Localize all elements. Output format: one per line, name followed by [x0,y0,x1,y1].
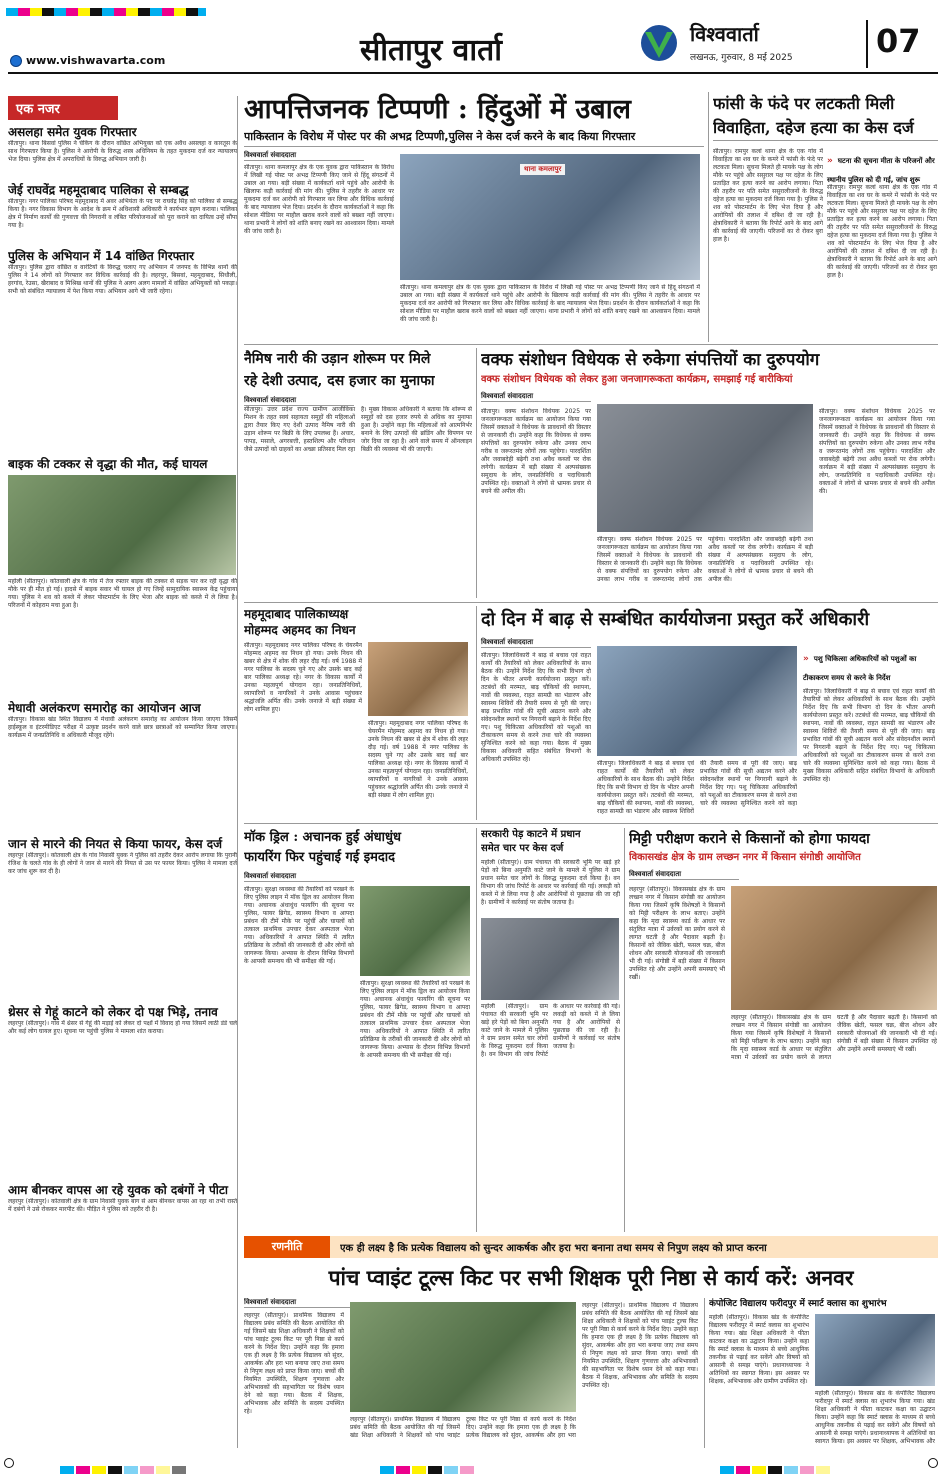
obituary-headline-2[interactable]: मोहम्मद अहमद का निधन [244,623,356,637]
flood-byline: विश्ववार्ता संवाददाता [481,638,591,648]
strategy-photo [350,1302,576,1412]
obituary-body-col2: सीतापुर। महमूदाबाद नगर पालिका परिषद के चेयरमैन मोहम्मद अहमद का निधन हो गया। उनके निधन की खबर से क्षेत्र में शोक की लहर दौड़ गई। वर्ष 1988 में नगर पालिका के सदस्य चुने गए और उसके बाद कई बार पालिका अध्यक्ष रहे। नगर के विकास कार्यों में उनका महत्वपूर्ण योगदान रहा। जनप्रतिनिधियों, व्यापारियों व नागरिकों ने उनके आवास पहुंचकर श्रद्धांजलि अर्पित की। उनके जनाजे में बड़ी संख्या में लोग शामिल हुए। [368,720,468,799]
soil-byline: विश्ववार्ता संवाददाता [629,870,739,880]
sidebar-headline[interactable]: थ्रेसर से गेहूं काटने को लेकर दो पक्ष भिड़े, तनाव [8,1005,218,1019]
lead-byline: विश्ववार्ता संवाददाता [244,151,364,161]
sidebar-headline[interactable]: जान से मारने की नियत से किया फायर, केस दर्ज [8,837,223,851]
obituary-headline-1[interactable]: महमूदाबाद पालिकाध्यक्ष [244,607,349,621]
sidebar-item [8,125,237,180]
lead-story [244,92,704,342]
mockdrill-story [244,828,472,1232]
sidebar-item [8,457,237,698]
lead-photo-sign: थाना कमलापुर [520,164,565,175]
registration-mark-icon [928,1458,938,1468]
dateline: लखनऊ, गुरुवार, 8 मई 2025 [690,53,793,63]
smartclass-body-col2: महोली (सीतापुर)। विकास खंड के कंपोजिट विद्यालय फरीदपुर में स्मार्ट क्लास का शुभारंभ किया गया। खंड शिक्षा अधिकारी ने फीता काटकर कक्षा का उद्घाटन किया। उन्होंने कहा कि स्मार्ट क्लास के माध्यम से बच्चे आधुनिक तकनीक से पढ़ाई कर सकेंगे और विषयों को आसानी से समझ पाएंगे। प्रधानाध्यापक ने अतिथियों का स्वागत किया। इस अवसर पर शिक्षक, अभिभावक और [815,1390,935,1444]
soil-body: लहरपुर (सीतापुर)। विकासखंड क्षेत्र के ग्राम लच्छन नगर में किसान संगोष्ठी का आयोजन किया गया जिसमें कृषि विशेषज्ञों ने किसानों को मिट्टी परीक्षण के लाभ बताए। उन्होंने कहा कि मृदा स्वास्थ्य कार्ड के आधार पर संतुलित मात्रा में उर्वरकों का प्रयोग करने से लागत घटती है और पैदावार बढ़ती है। किसानों को जैविक खेती, फसल चक्र, बीज शोधन और सरकारी योजनाओं की जानकारी भी दी गई। संगोष्ठी में बड़ी संख्या में किसान उपस्थित रहे और उन्होंने अपनी समस्याएं भी रखीं। [629,886,725,981]
smartclass-headline[interactable]: कंपोजिट विद्यालय फरीदपुर में स्मार्ट क्लास का शुभारंभ [709,1299,887,1309]
flood-photo [597,646,797,756]
section-title: सीतापुर वार्ता [360,33,502,68]
soil-headline-2: विकासखंड क्षेत्र के ग्राम लच्छन नगर में किसान संगोष्ठी आयोजित [629,852,861,863]
flood-story [476,606,938,820]
naimish-body: सीतापुर। उत्तर प्रदेश राज्य ग्रामीण आजीविका मिशन के तहत स्वयं सहायता समूहों की महिलाओं द्वारा तैयार किए गए देशी उत्पाद नैमिष नारी की उड़ान शोरूम पर बिक्री के लिए उपलब्ध हैं। अचार, पापड़, मसाले, अगरबत्ती, हस्तशिल्प और परिधान जैसे उत्पादों को ग्राहकों का अच्छा प्रतिसाद मिल रहा है। मुख्य विकास अधिकारी ने बताया कि शोरूम से समूहों को दस हजार रुपये से अधिक का मुनाफा हुआ है। उन्होंने कहा कि महिलाओं को आत्मनिर्भर बनाने के लिए उत्पादों की ब्रांडिंग और विपणन पर जोर दिया जा रहा है। आने वाले समय में ऑनलाइन बिक्री की व्यवस्था भी की जाएगी। [244,406,472,453]
strategy-body-col3: लहरपुर (सीतापुर)। प्राथमिक विद्यालय में विद्यालय प्रबंध समिति की बैठक आयोजित की गई जिसमें खंड शिक्षा अधिकारी ने शिक्षकों को पांच प्वाइंट टूल्स किट पर पूरी निष्ठा से कार्य करने के निर्देश दिए। उन्होंने कहा कि हमारा एक ही लक्ष्य है कि प्रत्येक विद्यालय को सुंदर, आकर्षक और हरा भरा बनाया जाए तथा समय से निपुण लक्ष्य को प्राप्त किया जाए। बच्चों की नियमित उपस्थिति, शिक्षण गुणवत्ता और अभिभावकों की सहभागिता पर विशेष ध्यान देने को कहा गया। बैठक में शिक्षक, अभिभावक और समिति के सदस्य उपस्थित रहे। [582,1302,698,1389]
naimish-headline-1[interactable]: नैमिष नारी की उड़ान शोरूम पर मिले [244,351,431,367]
waqf-body: सीतापुर। वक्फ संशोधन विधेयक 2025 पर जनजागरूकता कार्यक्रम का आयोजन किया गया जिसमें वक्ताओं ने विधेयक के प्रावधानों की विस्तार से जानकारी दी। उन्होंने कहा कि विधेयक से वक्फ संपत्तियों का दुरुपयोग रुकेगा और उनका लाभ गरीब व जरूरतमंद लोगों तक पहुंचेगा। पारदर्शिता और जवाबदेही बढ़ेगी तथा अवैध कब्जों पर रोक लगेगी। कार्यक्रम में बड़ी संख्या में अल्पसंख्यक समुदाय के लोग, जनप्रतिनिधि व पदाधिकारी उपस्थित रहे। वक्ताओं ने लोगों से भ्रामक प्रचार से बचने की अपील की। [481,408,591,495]
soil-body-col2: लहरपुर (सीतापुर)। विकासखंड क्षेत्र के ग्राम लच्छन नगर में किसान संगोष्ठी का आयोजन किया गया जिसमें कृषि विशेषज्ञों ने किसानों को मिट्टी परीक्षण के लाभ बताए। उन्होंने कहा कि मृदा स्वास्थ्य कार्ड के आधार पर संतुलित मात्रा में उर्वरकों का प्रयोग करने से लागत घटती है और पैदावार बढ़ती है। किसानों को जैविक खेती, फसल चक्र, बीज शोधन और सरकारी योजनाओं की जानकारी भी दी गई। संगोष्ठी में बड़ी संख्या में किसान उपस्थित रहे और उन्होंने अपनी समस्याएं भी रखीं। [731,1014,937,1061]
sidebar-body: लहरपुर (सीतापुर)। कोतवाली क्षेत्र के ग्राम निवासी युवक बाग से आम बीनकर वापस आ रहा था तभी रास्ते में दबंगों ने उसे रोककर मारपीट की। पीड़ित ने पुलिस को तहरीर दी है। [8,1198,237,1213]
sidebar-headline[interactable]: असलहा समेत युवक गिरफ्तार [8,125,137,139]
smartclass-body: महोली (सीतापुर)। विकास खंड के कंपोजिट विद्यालय फरीदपुर में स्मार्ट क्लास का शुभारंभ किया गया। खंड शिक्षा अधिकारी ने फीता काटकर कक्षा का उद्घाटन किया। उन्होंने कहा कि स्मार्ट क्लास के माध्यम से बच्चे आधुनिक तकनीक से पढ़ाई कर सकेंगे और विषयों को आसानी से समझ पाएंगे। प्रधानाध्यापक ने अतिथियों का स्वागत किया। इस अवसर पर शिक्षक, अभिभावक और ग्रामीण उपस्थित रहे। [709,1314,809,1385]
naimish-byline: विश्ववार्ता संवाददाता [244,396,354,406]
color-patches [60,1459,188,1474]
page-number: 07 [876,22,921,60]
strategy-body-col2: लहरपुर (सीतापुर)। प्राथमिक विद्यालय में विद्यालय प्रबंध समिति की बैठक आयोजित की गई जिसमें खंड शिक्षा अधिकारी ने शिक्षकों को पांच प्वाइंट टूल्स किट पर पूरी निष्ठा से कार्य करने के निर्देश दिए। उन्होंने कहा कि हमारा एक ही लक्ष्य है कि प्रत्येक विद्यालय को सुंदर, आकर्षक और हरा भरा [350,1416,576,1439]
waqf-body-col2: सीतापुर। वक्फ संशोधन विधेयक 2025 पर जनजागरूकता कार्यक्रम का आयोजन किया गया जिसमें वक्ताओं ने विधेयक के प्रावधानों की विस्तार से जानकारी दी। उन्होंने कहा कि विधेयक से वक्फ संपत्तियों का दुरुपयोग रुकेगा और उनका लाभ गरीब व जरूरतमंद लोगों तक पहुंचेगा। पारदर्शिता और जवाबदेही बढ़ेगी तथा अवैध कब्जों पर रोक लगेगी। कार्यक्रम में बड़ी संख्या में अल्पसंख्यक समुदाय के लोग, जनप्रतिनिधि व पदाधिकारी उपस्थित रहे। वक्ताओं ने लोगों से भ्रामक प्रचार से बचने की अपील की। [597,536,813,583]
quote-arrow-icon: » [803,654,809,664]
strategy-story [244,1298,700,1448]
waqf-byline: विश्ववार्ता संवाददाता [481,392,591,402]
tree-story [476,828,620,1232]
dowry-pullquote [827,148,937,186]
sidebar-item [8,1005,237,1180]
header-rule [8,72,938,74]
flood-body-col3: सीतापुर। जिलाधिकारी ने बाढ़ से बचाव एवं राहत कार्यों की तैयारियों को लेकर अधिकारियों के साथ बैठक की। उन्होंने निर्देश दिए कि सभी विभाग दो दिन के भीतर अपनी कार्ययोजना प्रस्तुत करें। तटबंधों की मरम्मत, बाढ़ चौकियों की स्थापना, नावों की व्यवस्था, राहत सामग्री का भंडारण और स्वास्थ्य शिविरों की तैयारी समय से पूरी की जाए। बाढ़ प्रभावित गांवों की सूची अद्यतन करने और संवेदनशील स्थानों पर निगरानी बढ़ाने के निर्देश दिए गए। पशु चिकित्सा अधिकारियों को पशुओं का टीकाकरण समय से करने तथा चारे की व्यवस्था सुनिश्चित करने को कहा गया। बैठक में मुख्य विकास अधिकारी सहित संबंधित विभागों के अधिकारी उपस्थित रहे। [803,688,935,783]
flood-body-col2: सीतापुर। जिलाधिकारी ने बाढ़ से बचाव एवं राहत कार्यों की तैयारियों को लेकर अधिकारियों के साथ बैठक की। उन्होंने निर्देश दिए कि सभी विभाग दो दिन के भीतर अपनी कार्ययोजना प्रस्तुत करें। तटबंधों की मरम्मत, बाढ़ चौकियों की स्थापना, नावों की व्यवस्था, राहत सामग्री का भंडारण और स्वास्थ्य शिविरों की तैयारी समय से पूरी की जाए। बाढ़ प्रभावित गांवों की सूची अद्यतन करने और संवेदनशील स्थानों पर निगरानी बढ़ाने के निर्देश दिए गए। पशु चिकित्सा अधिकारियों को पशुओं का टीकाकरण समय से करने तथा चारे की व्यवस्था सुनिश्चित करने को कहा [597,760,797,815]
tree-body: महोली (सीतापुर)। ग्राम पंचायत की सरकारी भूमि पर खड़े हरे पेड़ों को बिना अनुमति काटे जाने के मामले में पुलिस ने ग्राम प्रधान समेत चार लोगों के विरुद्ध मुकदमा दर्ज किया है। वन विभाग की जांच रिपोर्ट के आधार पर कार्रवाई की गई। लकड़ी को कब्जे में ले लिया गया है और आरोपियों से पूछताछ की जा रही है। ग्रामीणों ने कार्रवाई पर संतोष जताया है। [481,859,620,906]
sidebar-headline[interactable]: बाइक की टक्कर से वृद्धा की मौत, कई घायल [8,457,208,471]
waqf-photo [597,404,813,532]
sidebar-body: सीतापुर। थाना बिसवां पुलिस ने चेकिंग के दौरान वांछित अभियुक्त को एक अवैध असलहा व कारतूस के साथ गिरफ्तार किया है। पुलिस ने आरोपी के विरुद्ध शस्त्र अधिनियम के तहत मुकदमा दर्ज कर न्यायालय भेज दिया। पुलिस क्षेत्र में अपराधियों के विरुद्ध अभियान जारी है। [8,140,237,163]
strategy-body: लहरपुर (सीतापुर)। प्राथमिक विद्यालय में विद्यालय प्रबंध समिति की बैठक आयोजित की गई जिसमें खंड शिक्षा अधिकारी ने शिक्षकों को पांच प्वाइंट टूल्स किट पर पूरी निष्ठा से कार्य करने के निर्देश दिए। उन्होंने कहा कि हमारा एक ही लक्ष्य है कि प्रत्येक विद्यालय को सुंदर, आकर्षक और हरा भरा बनाया जाए तथा समय से निपुण लक्ष्य को प्राप्त किया जाए। बच्चों की नियमित उपस्थिति, शिक्षण गुणवत्ता और अभिभावकों की सहभागिता पर विशेष ध्यान देने को कहा गया। बैठक में शिक्षक, अभिभावक और समिति के सदस्य उपस्थित रहे। [244,1312,344,1415]
waqf-headline[interactable]: वक्फ संशोधन विधेयक से रुकेगा संपत्तियों का दुरुपयोग [481,350,820,370]
sidebar-headline[interactable]: मेधावी अलंकरण समारोह का आयोजन आज [8,701,201,715]
dowry-body-col2: सीतापुर। रामपुर कलां थाना क्षेत्र के एक गांव में विवाहिता का शव घर के कमरे में फांसी के फंदे पर लटकता मिला। सूचना मिलते ही मायके पक्ष के लोग मौके पर पहुंचे और ससुराल पक्ष पर दहेज के लिए प्रताड़ित कर हत्या करने का आरोप लगाया। पिता की तहरीर पर पति समेत ससुरालीजनों के विरुद्ध दहेज हत्या का मुकदमा दर्ज किया गया है। पुलिस ने शव को पोस्टमार्टम के लिए भेज दिया है और आरोपियों की तलाश में दबिश दी जा रही है। क्षेत्राधिकारी ने बताया कि रिपोर्ट आने के बाद आगे की कार्रवाई की जाएगी। परिजनों का रो रोकर बुरा हाल है। [827,184,937,279]
naimish-headline-2[interactable]: रहे देशी उत्पाद, दस हजार का मुनाफा [244,373,435,389]
flood-headline[interactable]: दो दिन में बाढ़ से सम्बंधित कार्ययोजना प्रस्तुत करें अधिकारी [481,609,870,630]
mockdrill-body: सीतापुर। सुरक्षा व्यवस्था की तैयारियों को परखने के लिए पुलिस लाइन में मॉक ड्रिल का आयोजन किया गया। अचानक अंधाधुंध फायरिंग की सूचना पर पुलिस, फायर ब्रिगेड, स्वास्थ्य विभाग व आपदा प्रबंधन की टीमें मौके पर पहुंचीं और घायलों को तत्काल प्राथमिक उपचार देकर अस्पताल भेजा गया। अधिकारियों ने आपात स्थिति में त्वरित प्रतिक्रिया के तरीकों की जानकारी दी और लोगों को जागरूक किया। अभ्यास के दौरान विभिन्न विभागों के आपसी समन्वय की भी समीक्षा की गई। [244,886,354,965]
strategy-byline: विश्ववार्ता संवाददाता [244,1298,354,1308]
tree-headline-1[interactable]: सरकारी पेड़ काटने में प्रधान [481,829,581,840]
sidebar-item [8,249,237,454]
divider [244,823,938,824]
tree-body-col2: महोली (सीतापुर)। ग्राम पंचायत की सरकारी भूमि पर खड़े हरे पेड़ों को बिना अनुमति काटे जाने के मामले में पुलिस ने ग्राम प्रधान समेत चार लोगों के विरुद्ध मुकदमा दर्ज किया है। वन विभाग की जांच रिपोर्ट के आधार पर कार्रवाई की गई। लकड़ी को कब्जे में ले लिया गया है और आरोपियों से पूछताछ की जा रही है। ग्रामीणों ने कार्रवाई पर संतोष जताया है। [481,1003,620,1058]
flood-body: सीतापुर। जिलाधिकारी ने बाढ़ से बचाव एवं राहत कार्यों की तैयारियों को लेकर अधिकारियों के साथ बैठक की। उन्होंने निर्देश दिए कि सभी विभाग दो दिन के भीतर अपनी कार्ययोजना प्रस्तुत करें। तटबंधों की मरम्मत, बाढ़ चौकियों की स्थापना, नावों की व्यवस्था, राहत सामग्री का भंडारण और स्वास्थ्य शिविरों की तैयारी समय से पूरी की जाए। बाढ़ प्रभावित गांवों की सूची अद्यतन करने और संवेदनशील स्थानों पर निगरानी बढ़ाने के निर्देश दिए गए। पशु चिकित्सा अधिकारियों को पशुओं का टीकाकरण समय से करने तथा चारे की व्यवस्था सुनिश्चित करने को कहा गया। बैठक में मुख्य विकास अधिकारी सहित संबंधित विभागों के अधिकारी उपस्थित रहे। [481,652,591,763]
divider [244,344,938,345]
sidebar-item [8,837,237,1002]
dowry-body: सीतापुर। रामपुर कलां थाना क्षेत्र के एक गांव में विवाहिता का शव घर के कमरे में फांसी के फंदे पर लटकता मिला। सूचना मिलते ही मायके पक्ष के लोग मौके पर पहुंचे और ससुराल पक्ष पर दहेज के लिए प्रताड़ित कर हत्या करने का आरोप लगाया। पिता की तहरीर पर पति समेत ससुरालीजनों के विरुद्ध दहेज हत्या का मुकदमा दर्ज किया गया है। पुलिस ने शव को पोस्टमार्टम के लिए भेज दिया है और आरोपियों की तलाश में दबिश दी जा रही है। क्षेत्राधिकारी ने बताया कि रिपोर्ट आने के बाद आगे की कार्रवाई की जाएगी। परिजनों का रो रोकर बुरा हाल है। [713,148,823,243]
mockdrill-byline: विश्ववार्ता संवाददाता [244,872,354,882]
dowry-headline-2[interactable]: विवाहिता, दहेज हत्या का केस दर्ज [713,116,938,141]
strategy-tag: रणनीति [244,1236,330,1258]
smartclass-photo [815,1314,935,1386]
waqf-body-col3: सीतापुर। वक्फ संशोधन विधेयक 2025 पर जनजागरूकता कार्यक्रम का आयोजन किया गया जिसमें वक्ताओं ने विधेयक के प्रावधानों की विस्तार से जानकारी दी। उन्होंने कहा कि विधेयक से वक्फ संपत्तियों का दुरुपयोग रुकेगा और उनका लाभ गरीब व जरूरतमंद लोगों तक पहुंचेगा। पारदर्शिता और जवाबदेही बढ़ेगी तथा अवैध कब्जों पर रोक लगेगी। कार्यक्रम में बड़ी संख्या में अल्पसंख्यक समुदाय के लोग, जनप्रतिनिधि व पदाधिकारी उपस्थित रहे। वक्ताओं ने लोगों से भ्रामक प्रचार से बचने की अपील की। [819,408,935,495]
quote-arrow-icon: » [827,156,833,166]
dowry-story [708,92,938,342]
mockdrill-headline-1[interactable]: मॉक ड्रिल : अचानक हुई अंधाधुंध [244,830,402,845]
color-patches [720,1459,832,1474]
sidebar-item [8,701,237,834]
tree-headline-2[interactable]: समेत चार पर केस दर्ज [481,843,564,854]
top-color-strip [6,8,206,16]
lead-body-col2: सीतापुर। थाना कमलापुर क्षेत्र के एक युवक द्वारा पाकिस्तान के विरोध में लिखी गई पोस्ट पर अभद्र टिप्पणी किए जाने से हिंदू संगठनों में उबाल आ गया। बड़ी संख्या में कार्यकर्ता थाने पहुंचे और आरोपी के खिलाफ कड़ी कार्रवाई की मांग की। पुलिस ने तहरीर के आधार पर मुकदमा दर्ज कर आरोपी को गिरफ्तार कर लिया और विधिक कार्रवाई के बाद न्यायालय भेज दिया। प्रदर्शन के दौरान कार्यकर्ताओं ने कहा कि सोशल मीडिया पर माहौल खराब करने वालों को बख्शा नहीं जाएगा। थाना प्रभारी ने लोगों को शांति बनाए रखने का आश्वासन दिया। मामले की जांच जारी है। [400,284,700,323]
sidebar-headline[interactable]: आम बीनकर वापस आ रहे युवक को दबंगों ने पीटा [8,1183,229,1197]
mockdrill-photo [360,886,470,976]
print-registration-bar [0,1456,945,1470]
dowry-headline-1[interactable]: फांसी के फंदे पर लटकती मिली [713,94,895,113]
soil-story [624,828,938,1232]
divider [244,602,938,603]
sidebar-body: महोली (सीतापुर)। कोतवाली क्षेत्र के गांव में तेज रफ्तार बाइक की टक्कर से सड़क पार कर रही वृद्धा की मौके पर ही मौत हो गई। हादसे में बाइक सवार भी घायल हो गए जिन्हें सामुदायिक स्वास्थ्य केंद्र पहुंचाया गया। पुलिस ने शव को कब्जे में लेकर पोस्टमार्टम के लिए भेजा और बाइक को कब्जे में ले लिया है। परिजनों में कोहराम मचा हुआ है। [8,578,237,609]
sidebar-item [8,183,237,246]
obituary-body: सीतापुर। महमूदाबाद नगर पालिका परिषद के चेयरमैन मोहम्मद अहमद का निधन हो गया। उनके निधन की खबर से क्षेत्र में शोक की लहर दौड़ गई। वर्ष 1988 में नगर पालिका के सदस्य चुने गए और उसके बाद कई बार पालिका अध्यक्ष रहे। नगर के विकास कार्यों में उनका महत्वपूर्ण योगदान रहा। जनप्रतिनिधियों, व्यापारियों व नागरिकों ने उनके आवास पहुंचकर श्रद्धांजलि अर्पित की। उनके जनाजे में बड़ी संख्या में लोग शामिल हुए। [244,642,362,713]
tree-photo [481,918,619,1000]
lead-photo [400,154,700,280]
brand-logo-icon [636,22,682,64]
obituary-photo [368,642,468,716]
color-patches [380,1459,476,1474]
waqf-subhead: वक्फ संशोधन विधेयक को लेकर हुआ जनजागरूकता कार्यक्रम, समझाई गई बारीकियां [481,374,793,385]
soil-photo [731,886,937,1010]
lead-subhead: पाकिस्तान के विरोध में पोस्ट पर की अभद्र टिप्पणी,पुलिस ने केस दर्ज करने के बाद किया गिरफ्तार [244,128,704,147]
sidebar-body: सीतापुर। नगर पालिका परिषद महमूदाबाद में अवर अभियंता के पद पर राघवेंद्र सिंह को पालिका से सम्बद्ध किया है। नगर विकास विभाग के आदेश के क्रम में अधिशासी अधिकारी ने कार्यभार ग्रहण कराया। पालिका क्षेत्र में निर्माण कार्यों की गुणवत्ता की निगरानी व लंबित परियोजनाओं को पूरा कराने का दायित्व उन्हें सौंपा गया है। [8,198,237,229]
sidebar-item [8,1183,237,1358]
strategy-banner [244,1236,938,1258]
lead-headline[interactable]: आपत्तिजनक टिप्पणी : हिंदुओं में उबाल [244,94,631,125]
naimish-story [244,348,472,598]
sidebar-photo [8,475,236,575]
sidebar-body: सीतापुर। विकास खंड स्थित विद्यालय में मेधावी अलंकरण समारोह का आयोजन किया जाएगा जिसमें हाईस्कूल व इंटरमीडिएट परीक्षा में उत्कृष्ट प्रदर्शन करने वाले छात्र छात्राओं को सम्मानित किया जाएगा। कार्यक्रम में जनप्रतिनिधि व अधिकारी मौजूद रहेंगे। [8,716,237,739]
page-number-divider [866,20,868,68]
lead-body-col1: सीतापुर। थाना कमलापुर क्षेत्र के एक युवक द्वारा पाकिस्तान के विरोध में लिखी गई पोस्ट पर अभद्र टिप्पणी किए जाने से हिंदू संगठनों में उबाल आ गया। बड़ी संख्या में कार्यकर्ता थाने पहुंचे और आरोपी के खिलाफ कड़ी कार्रवाई की मांग की। पुलिस ने तहरीर के आधार पर मुकदमा दर्ज कर आरोपी को गिरफ्तार कर लिया और विधिक कार्रवाई के बाद न्यायालय भेज दिया। प्रदर्शन के दौरान कार्यकर्ताओं ने कहा कि सोशल मीडिया पर माहौल खराब करने वालों को बख्शा नहीं जाएगा। थाना प्रभारी ने लोगों को शांति बनाए रखने का आश्वासन दिया। मामले की जांच जारी है। [244,164,394,235]
sidebar-headline[interactable]: जेई राघवेंद्र महमूदाबाद पालिका से सम्बद्ध [8,183,189,197]
sidebar-body: लहरपुर (सीतापुर)। कोतवाली क्षेत्र के गांव निवासी युवक ने पुलिस को तहरीर देकर आरोप लगाया कि पुरानी रंजिश के चलते गांव के ही लोगों ने जान से मारने की नियत से उस पर फायर किया। पुलिस ने मामला दर्ज कर जांच शुरू कर दी है। [8,852,237,875]
globe-icon [10,55,22,67]
smartclass-story [704,1298,938,1448]
soil-headline-1[interactable]: मिट्टी परीक्षण कराने से किसानों को होगा फायदा [629,831,870,847]
flood-pullquote [803,646,935,684]
mockdrill-headline-2[interactable]: फायरिंग फिर पहुंचाई गई इमदाद [244,850,396,865]
strategy-strapline: एक ही लक्ष्य है कि प्रत्येक विद्यालय को सुन्दर आकर्षक और हरा भरा बनाना तथा समय से निपुण लक्ष्य को प्राप्त करना [340,1243,767,1254]
mockdrill-body-col2: सीतापुर। सुरक्षा व्यवस्था की तैयारियों को परखने के लिए पुलिस लाइन में मॉक ड्रिल का आयोजन किया गया। अचानक अंधाधुंध फायरिंग की सूचना पर पुलिस, फायर ब्रिगेड, स्वास्थ्य विभाग व आपदा प्रबंधन की टीमें मौके पर पहुंचीं और घायलों को तत्काल प्राथमिक उपचार देकर अस्पताल भेजा गया। अधिकारियों ने आपात स्थिति में त्वरित प्रतिक्रिया के तरीकों की जानकारी दी और लोगों को जागरूक किया। अभ्यास के दौरान विभिन्न विभागों के आपसी समन्वय की भी समीक्षा की गई। [360,980,470,1059]
waqf-story [476,348,938,598]
dowry-pullquote-text: घटना की सूचना मीता के परिजनों और स्थानीय पुलिस को दी गई, जांच शुरू [827,157,935,184]
sidebar-body: सीतापुर। पुलिस द्वारा वांछित व वारंटियों के विरुद्ध चलाए गए अभियान में जनपद के विभिन्न थानों की पुलिस ने 14 लोगों को गिरफ्तार कर विधिक कार्रवाई की है। लहरपुर, बिसवां, महमूदाबाद, सिधौली, हरगांव, रेउसा, खैराबाद व मिश्रिख थानों की पुलिस ने अलग अलग मामलों में वांछित अभियुक्तों को पकड़ा। सभी को संबंधित न्यायालय में पेश किया गया। अभियान आगे भी जारी रहेगा। [8,264,237,295]
masthead [0,0,945,75]
registration-mark-icon [4,1458,14,1468]
website-url[interactable]: www.vishwavarta.com [26,54,166,67]
sidebar [8,96,238,1448]
obituary-story [244,606,472,820]
strategy-headline[interactable]: पांच प्वाइंट टूल्स किट पर सभी शिक्षक पूरी निष्ठा से कार्य करें: अनवर [328,1265,854,1290]
sidebar-label: एक नजर [8,96,118,120]
brand-name: विश्ववार्ता [690,22,759,46]
sidebar-headline[interactable]: पुलिस के अभियान में 14 वांछित गिरफ्तार [8,249,195,263]
sidebar-body: लहरपुर (सीतापुर)। गांव में थ्रेसर से गेहूं की मड़ाई को लेकर दो पक्षों में विवाद हो गया जिसमें लाठी डंडे चले और कई लोग घायल हुए। सूचना पर पहुंची पुलिस ने मामला शांत कराया। [8,1020,237,1035]
flood-pullquote-text: पशु चिकित्सा अधिकारियों को पशुओं का टीकाकरण समय से करने के निर्देश [803,655,917,682]
